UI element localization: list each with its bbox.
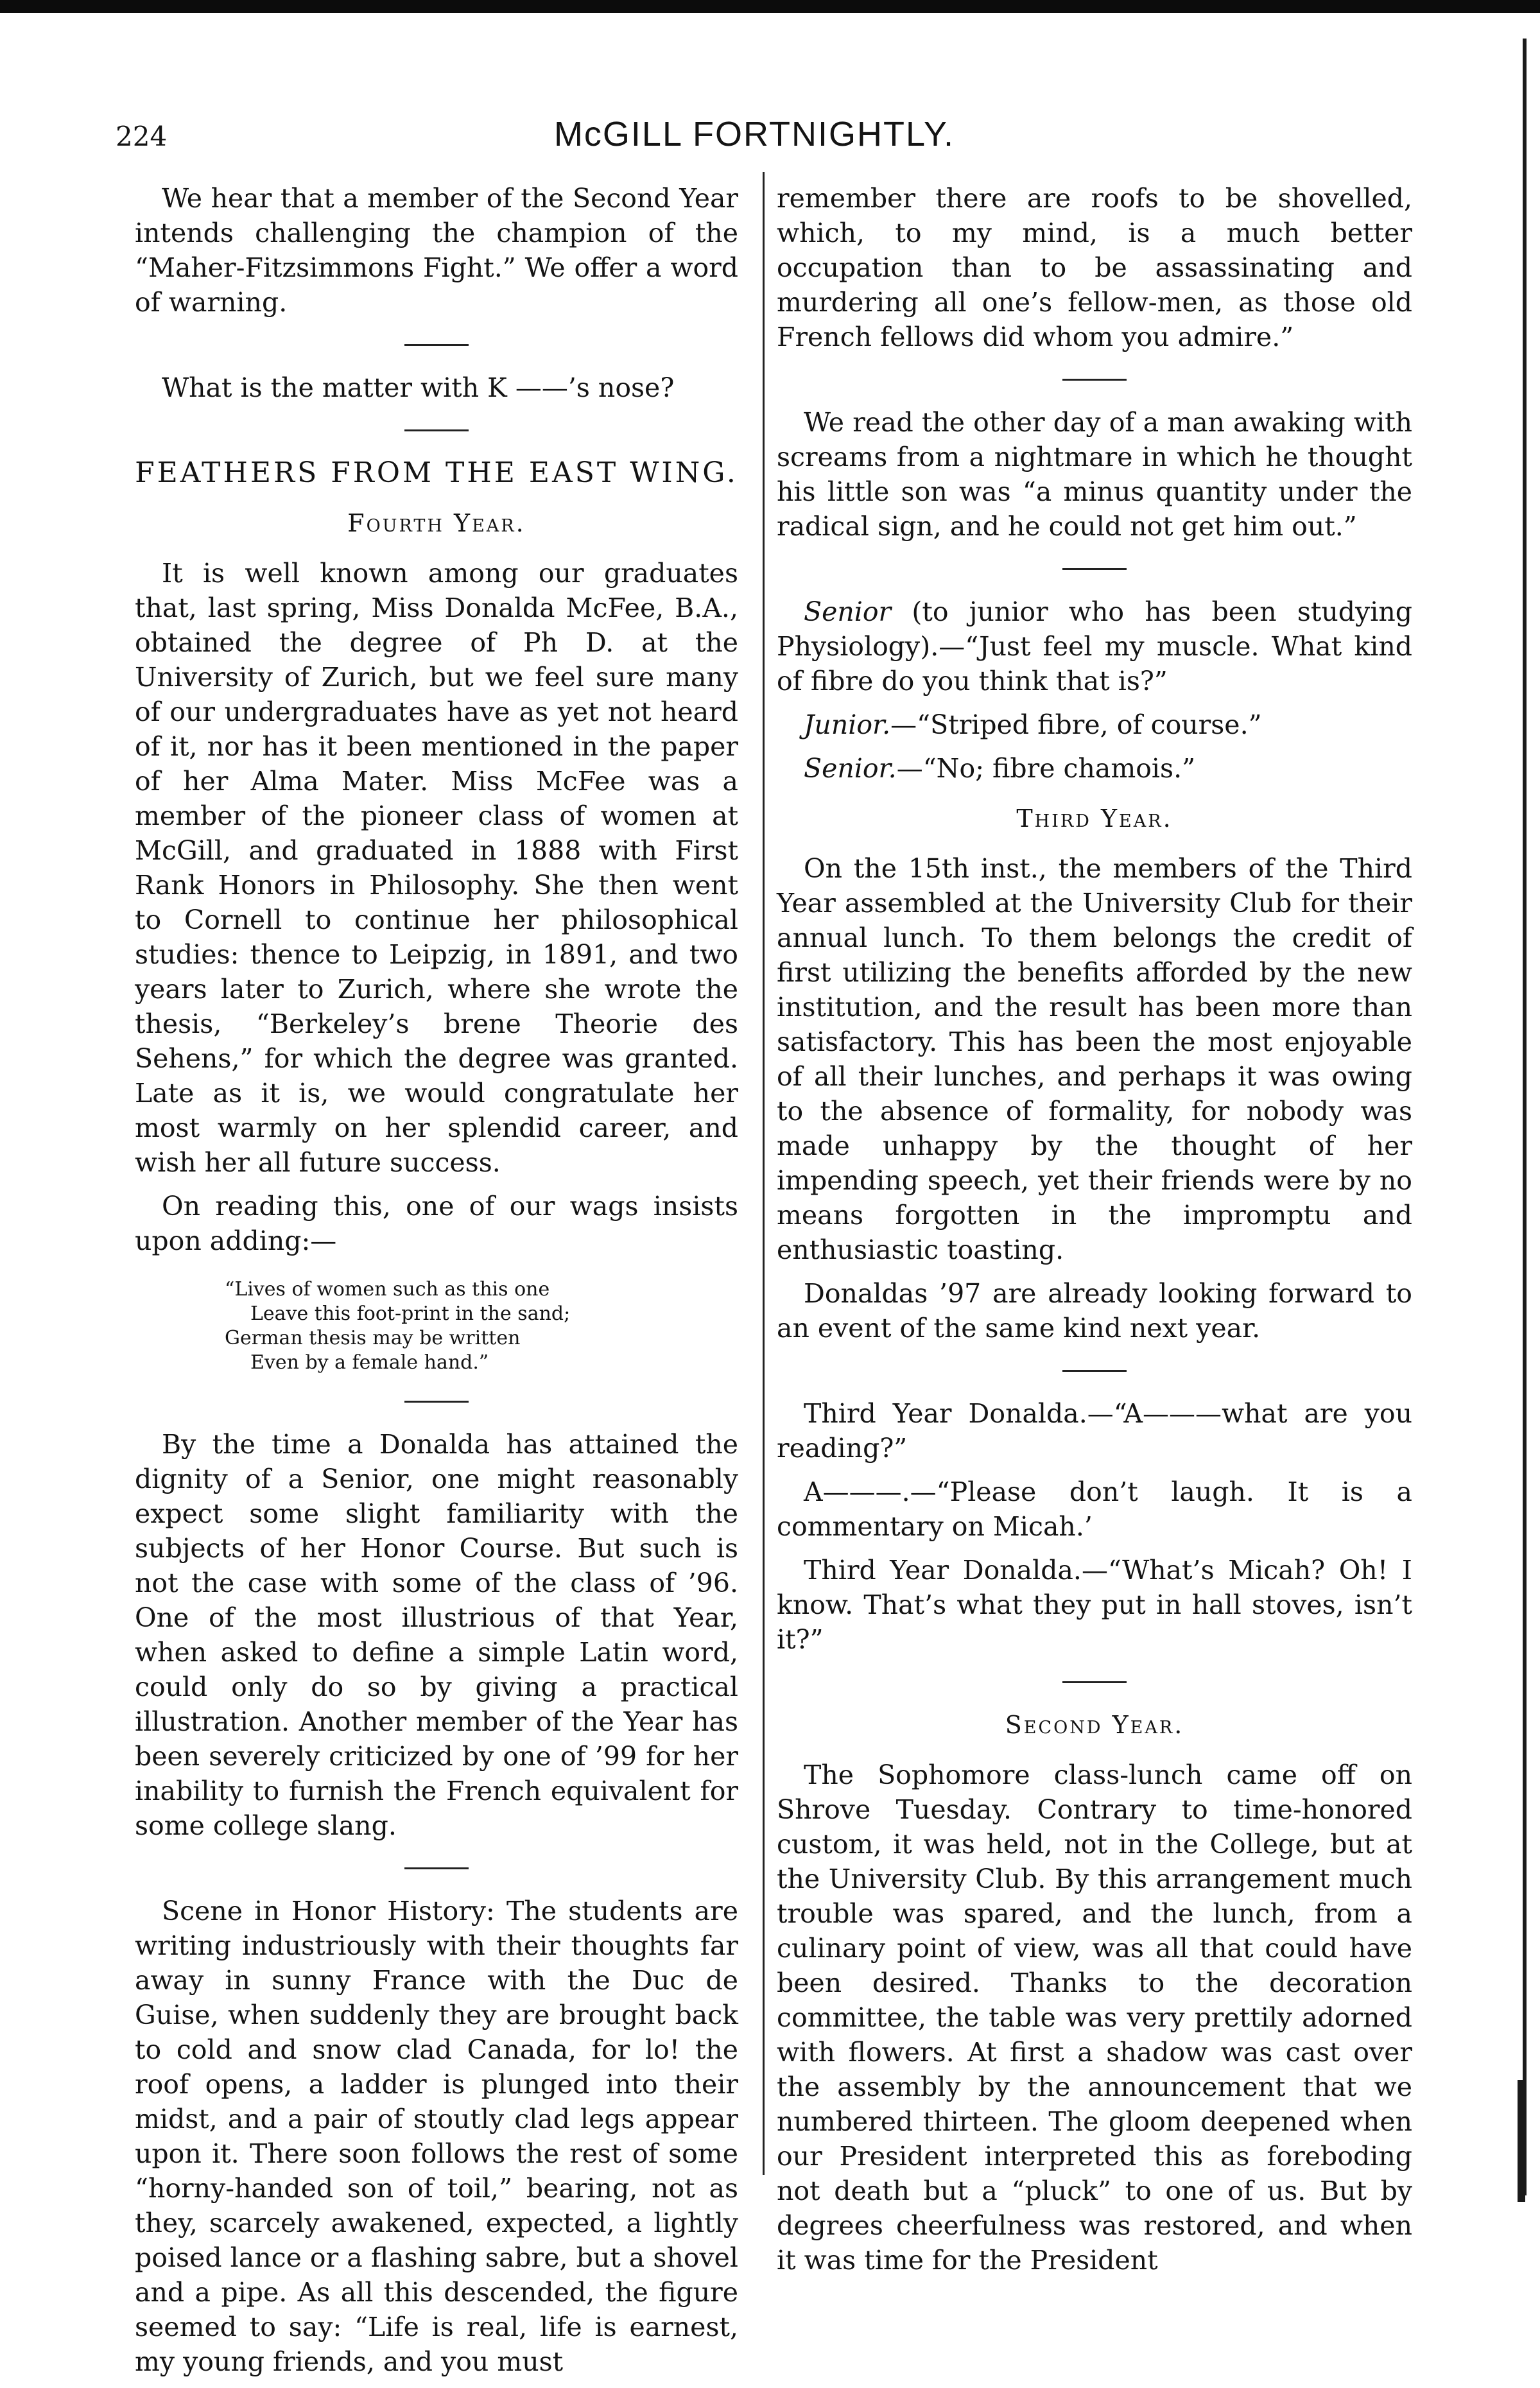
paragraph: On reading this, one of our wags insists upon adding:— [135,1191,738,1256]
subheading-fourth-year: Fourth Year. [347,509,526,537]
right-column [777,181,1412,2287]
poem-line: Leave this foot-print in the sand; [250,1302,571,1325]
publication-title: McGILL FORTNIGHTLY. [553,115,955,153]
section-headline: FEATHERS FROM THE EAST WING. [135,456,738,489]
paragraph: Donaldas ’97 are already looking forward to an event of the same kind next year. [777,1278,1412,1344]
paragraph: remember there are roofs to be shovelled, which, to my mind, is a much better occupation than to be assassinating and murdering all one’s fellow-men, as those old French fellows did whom you admire.” [777,183,1412,352]
dialogue-line [777,707,1412,742]
speaker-label: Senior [804,596,892,627]
page-header [116,108,1393,166]
subheading-third-year: Third Year. [1016,804,1173,833]
section-separator [1062,1370,1127,1372]
left-column [135,181,738,2388]
paragraph: We hear that a member of the Second Year intends challenging the champion of the “Maher-Fitzsimmons Fight.” We offer a word of warning. [135,183,738,318]
speaker-label: Junior. [804,709,891,740]
speaker-label: Senior. [804,753,897,784]
section-separator [1062,1681,1127,1683]
paragraph: On the 15th inst., the members of the Third Year assembled at the University Club for their annual lunch. To them belongs the credit of first utilizing the benefits afforded by the new institution, and the result has been more than satisfactory. This has been the most enjoyable of all their lunches, and perhaps it was owing to the absence of formality, for nobody was made unhappy by the thought of her impending speech, yet their friends were by no means forgotten in the impromptu and enthusiastic toasting. [777,853,1412,1265]
poem-line: Even by a female hand.” [250,1351,489,1374]
dialogue-line [777,751,1412,786]
dialogue-text: (to junior who has been studying Physiology).—“Just feel my muscle. What kind of fibre do you think that is?” [777,596,1412,696]
section-separator [404,344,469,346]
dialogue-line [777,594,1412,698]
paragraph: It is well known among our graduates that, last spring, Miss Donalda McFee, B.A., obtained the degree of Ph D. at the University of Zurich, but we feel sure many of our undergraduates have as yet not heard of it, nor has it been mentioned in the paper of her Alma Mater. Miss McFee was a member of the pioneer class of women at McGill, and graduated in 1888 with First Rank Honors in Philosophy. She then went to Cornell to continue her philosophical studies: thence to Leipzig, in 1891, and two years later to Zurich, where she wrote the thesis, “Berkeley’s brene Theorie des Sehens,” for which the degree was granted. Late as it is, we would congratulate her most warmly on her splendid career, and wish her all future success. [135,558,738,1178]
subheading-second-year: Second Year. [1005,1711,1184,1739]
poem-quote [225,1277,738,1375]
paragraph: Third Year Donalda.—“What’s Micah? Oh! I know. That’s what they put in hall stoves, isn’t it?” [777,1555,1412,1655]
bottom-edge-mark [1518,2080,1525,2202]
dialogue-text: —“No; fibre chamois.” [896,753,1196,784]
dialogue-text: —“Striped fibre, of course.” [890,709,1262,740]
paragraph: The Sophomore class-lunch came off on Shrove Tuesday. Contrary to time-honored custom, it was held, not in the College, but at the University Club. By this arrangement much trouble was spared, and the lunch, from a culinary point of view, was all that could have been desired. Thanks to the decoration committee, the table was very prettily adorned with flowers. At first a shadow was cast over the assembly by the announcement that we numbered thirteen. The gloom deepened when our President interpreted this as foreboding not death but a “pluck” to one of us. But by degrees cheerfulness was restored, and when it was time for the President [777,1760,1412,2276]
poem-line: “Lives of women such as this one [225,1278,550,1301]
paragraph: We read the other day of a man awaking with screams from a nightmare in which he thought his little son was “a minus quantity under the radical sign, and he could not get him out.” [777,407,1412,542]
poem-line: German thesis may be written [225,1327,521,1349]
page-number: 224 [116,121,168,152]
section-separator [1062,379,1127,381]
paragraph: Third Year Donalda.—“A———what are you reading?” [777,1398,1412,1464]
paragraph: Scene in Honor History: The students are writing industriously with their thoughts far away in sunny France with the Duc de Guise, when suddenly they are brought back to cold and snow clad Canada, for lo! the roof opens, a ladder is plunged into their midst, and a pair of stoutly clad legs appear upon it. There soon follows the rest of some “horny-handed son of toil,” bearing, not as they, scarcely awakened, expected, a lightly poised lance or a flashing sabre, but a shovel and a pipe. As all this descended, the figure seemed to say: “Life is real, life is earnest, my young friends, and you must [135,1896,738,2377]
paragraph: A———.—“Please don’t laugh. It is a commentary on Micah.’ [777,1476,1412,1542]
paragraph: What is the matter with K ——’s nose? [162,372,675,403]
section-separator [404,1867,469,1869]
top-border [0,0,1540,13]
right-edge-rule [1523,39,1527,2195]
section-separator [1062,568,1127,570]
section-separator [404,1401,469,1403]
column-divider [763,172,765,2175]
section-separator [404,429,469,431]
paragraph: By the time a Donalda has attained the dignity of a Senior, one might reasonably expect some slight familiarity with the subjects of her Honor Course. But such is not the case with some of the class of ’96. One of the most illustrious of that Year, when asked to define a simple Latin word, could only do so by giving a practical illustration. Another member of the Year has been severely criticized by one of ’99 for her inability to furnish the French equivalent for some college slang. [135,1429,738,1841]
